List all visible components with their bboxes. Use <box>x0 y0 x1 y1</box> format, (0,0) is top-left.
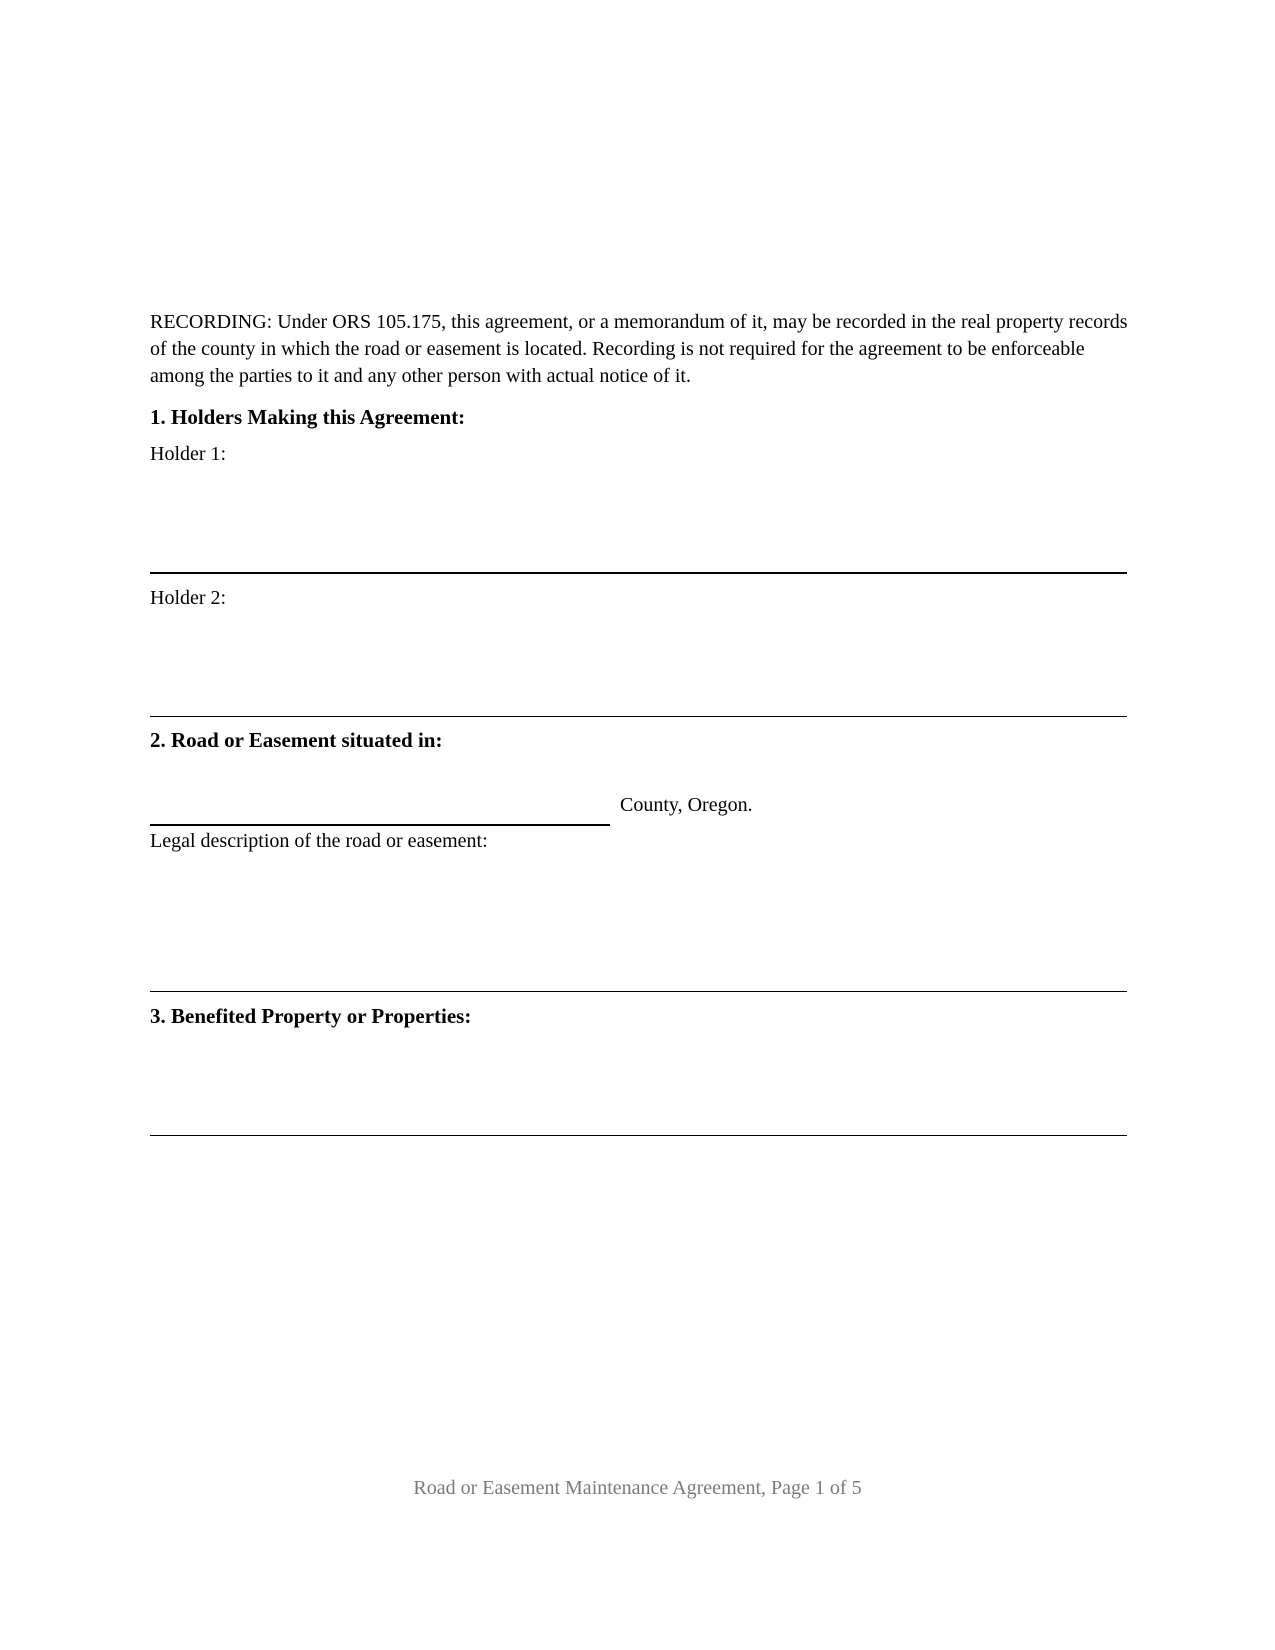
recording-notice: RECORDING: Under ORS 105.175, this agreement, or a memorandum of it, may be recorded in the real property records of the county in which the road or easement is located. Recording is not required for the agreement to be enforceable among the parties to it and any other person with actual notice of it. <box>150 311 1128 387</box>
county-oregon-text: County, Oregon. <box>620 794 753 816</box>
holder-1-label: Holder 1: <box>150 443 227 465</box>
legal-description-line[interactable] <box>150 991 1127 992</box>
holder-2-label: Holder 2: <box>150 587 227 609</box>
holder-2-line[interactable] <box>150 716 1127 717</box>
legal-description-label: Legal description of the road or easement: <box>150 830 488 852</box>
section-3-heading: 3. Benefited Property or Properties: <box>150 1004 472 1028</box>
holder-1-line[interactable] <box>150 572 1127 574</box>
page-footer: Road or Easement Maintenance Agreement, Page 1 of 5 <box>413 1477 862 1499</box>
section-1-heading: 1. Holders Making this Agreement: <box>150 405 466 429</box>
benefited-property-line[interactable] <box>150 1135 1127 1136</box>
county-name-line[interactable] <box>150 824 610 826</box>
section-2-heading: 2. Road or Easement situated in: <box>150 728 443 752</box>
